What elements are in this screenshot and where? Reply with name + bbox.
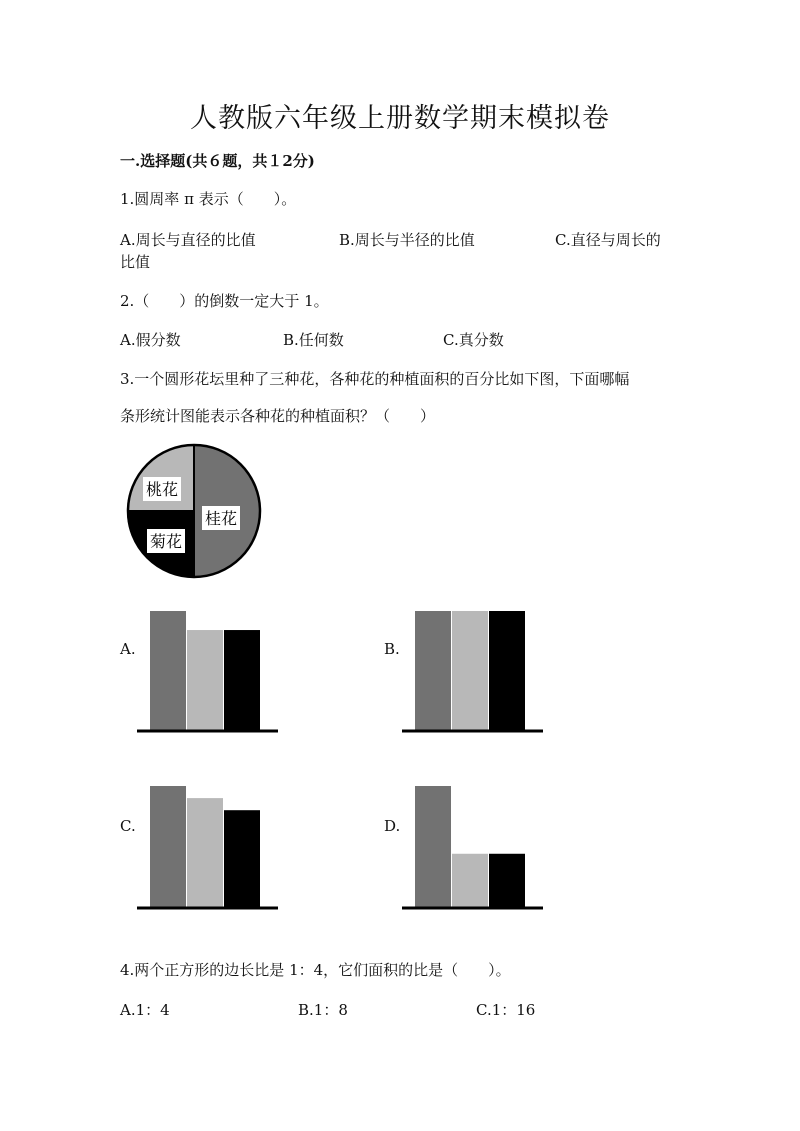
bar-taohua — [452, 611, 488, 730]
page-title: 人教版六年级上册数学期末模拟卷 — [190, 103, 610, 134]
question-3-stem-line1: 3.一个圆形花坛里种了三种花，各种花的种植面积的百分比如下图，下面哪幅 — [120, 370, 630, 388]
pie-chart — [120, 440, 265, 585]
bar-juhua — [489, 611, 525, 730]
pie-label-juhua: 菊花 — [149, 532, 183, 551]
q3-option-c-label: C. — [120, 817, 136, 835]
bar-chart-b — [400, 605, 545, 738]
bar-chart-c — [135, 780, 280, 915]
q4-option-a: A.1：4 — [120, 1001, 170, 1019]
bar-juhua — [224, 630, 260, 730]
q2-option-a: A.假分数 — [120, 331, 181, 349]
q4-option-b: B.1：8 — [298, 1001, 348, 1019]
bar-juhua — [224, 810, 260, 907]
bar-taohua — [187, 630, 223, 730]
question-3-stem-line2: 条形统计图能表示各种花的种植面积？（ ） — [120, 407, 436, 425]
question-4-stem: 4.两个正方形的边长比是 1：4，它们面积的比是（ ）。 — [120, 961, 511, 979]
bar-chart-a — [135, 605, 280, 738]
section-heading: 一.选择题(共６题，共１2分) — [120, 152, 315, 170]
bar-chart-d — [400, 780, 545, 915]
q1-option-a: A.周长与直径的比值 — [120, 231, 256, 249]
q2-option-b: B.任何数 — [283, 331, 344, 349]
q2-option-c: C.真分数 — [443, 331, 504, 349]
bar-juhua — [489, 854, 525, 907]
q1-option-b: B.周长与半径的比值 — [339, 231, 475, 249]
q3-option-d-label: D. — [384, 817, 401, 835]
bar-guihua — [415, 786, 451, 907]
q4-option-c: C.1：16 — [476, 1001, 536, 1019]
bar-taohua — [452, 854, 488, 907]
bar-taohua — [187, 798, 223, 907]
question-1-stem: 1.圆周率 π 表示（ ）。 — [120, 190, 297, 208]
q3-option-a-label: A. — [120, 640, 136, 658]
pie-label-taohua: 桃花 — [145, 480, 179, 499]
pie-label-guihua: 桂花 — [204, 509, 238, 528]
q1-option-c: C.直径与周长的 — [555, 231, 661, 249]
q1-option-c-wrap: 比值 — [120, 253, 151, 271]
bar-guihua — [150, 786, 186, 907]
bar-guihua — [150, 611, 186, 730]
bar-guihua — [415, 611, 451, 730]
q3-option-b-label: B. — [384, 640, 400, 658]
question-2-stem: 2.（ ）的倒数一定大于 1。 — [120, 292, 329, 310]
